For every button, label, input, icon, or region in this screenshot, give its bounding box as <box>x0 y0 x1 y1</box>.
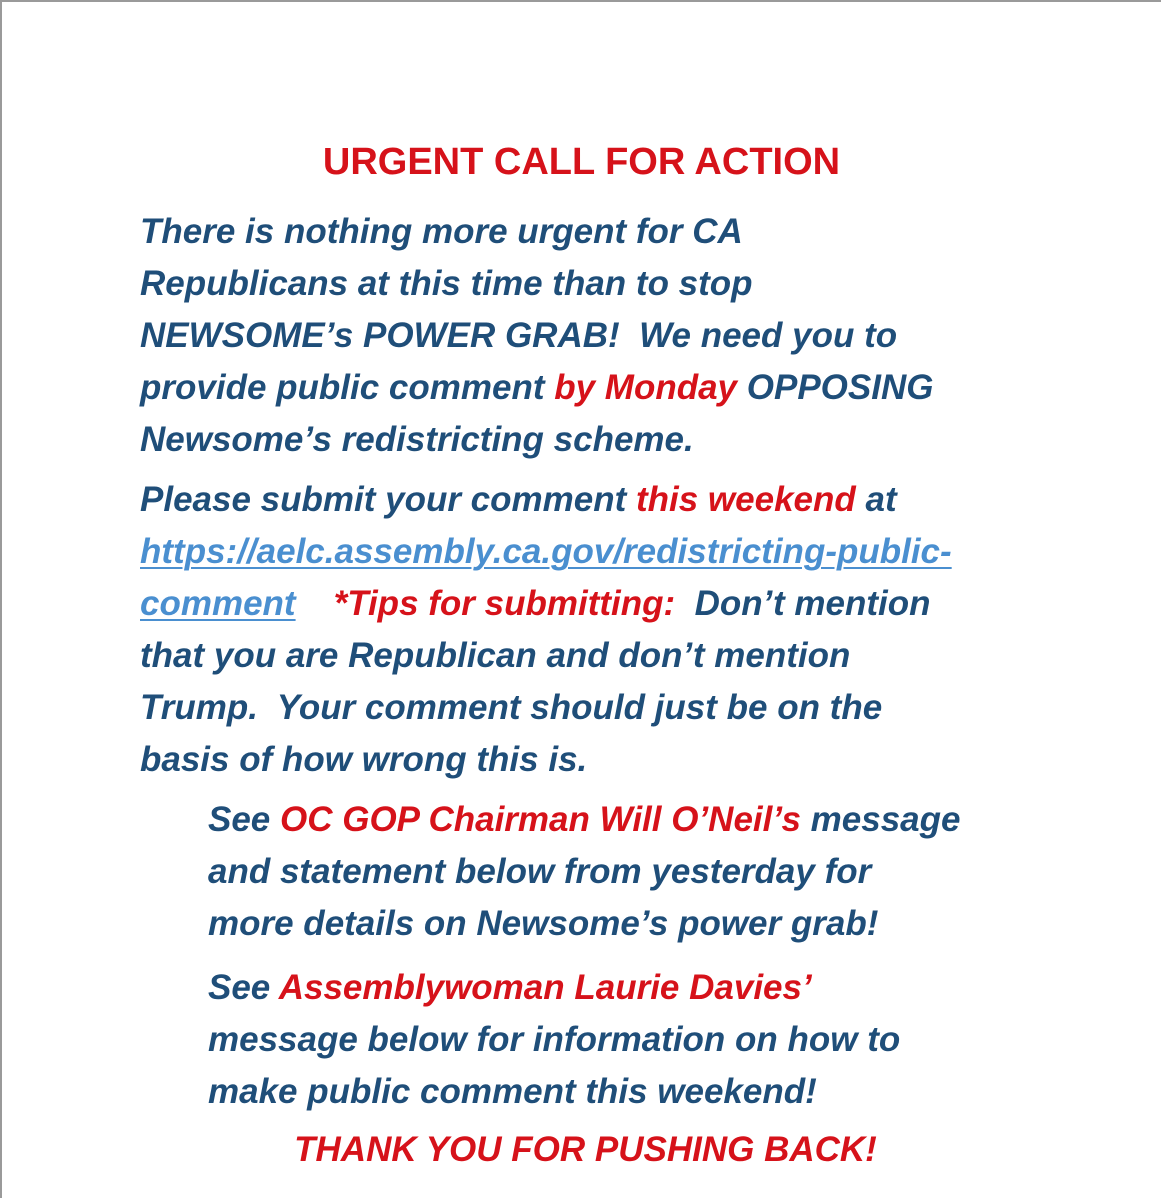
intro-line-4-end: OPPOSING <box>737 368 934 407</box>
weekend-highlight: this weekend <box>635 480 856 519</box>
tips-text-1: Don’t mention <box>675 584 931 623</box>
tips-line-3: Trump. Your comment should just be on the <box>140 688 883 727</box>
page-title: URGENT CALL FOR ACTION <box>322 141 841 183</box>
submit-line-1-end: at <box>855 480 897 519</box>
tips-label: *Tips for submitting: <box>333 584 676 623</box>
deadline-highlight: by Monday <box>554 368 738 407</box>
chairman-name: OC GOP Chairman Will O’Neil’s <box>280 800 801 839</box>
tips-line-2: that you are Republican and don’t mention <box>140 636 851 675</box>
assemblywoman-line-2: message below for information on how to <box>208 1020 901 1059</box>
chairman-see: See <box>208 800 280 839</box>
chairman-line-1-end: message <box>800 800 961 839</box>
intro-line-1: There is nothing more urgent for CA <box>140 212 743 251</box>
intro-paragraph <box>140 206 1040 466</box>
tips-line-4: basis of how wrong this is. <box>140 740 588 779</box>
chairman-line-2: and statement below from yesterday for <box>208 852 872 891</box>
intro-line-2: Republicans at this time than to stop <box>140 264 753 303</box>
intro-line-4-start: provide public comment <box>140 368 555 407</box>
chairman-line-3: more details on Newsome’s power grab! <box>208 904 879 943</box>
closing-message: THANK YOU FOR PUSHING BACK! <box>294 1130 877 1169</box>
submit-line-1-start: Please submit your comment <box>140 480 636 519</box>
assemblywoman-see: See <box>208 968 279 1007</box>
assemblywoman-name: Assemblywoman Laurie Davies’ <box>278 968 812 1007</box>
submit-paragraph <box>140 474 1040 786</box>
public-comment-link-part-1[interactable]: https://aelc.assembly.ca.gov/redistricting-public- <box>140 532 952 571</box>
public-comment-link-part-2[interactable]: comment <box>140 584 296 623</box>
intro-line-3: NEWSOME’s POWER GRAB! We need you to <box>140 316 898 355</box>
assemblywoman-paragraph <box>208 962 1068 1118</box>
assemblywoman-line-3: make public comment this weekend! <box>208 1072 817 1111</box>
intro-line-5: Newsome’s redistricting scheme. <box>140 420 694 459</box>
chairman-paragraph <box>208 794 1068 950</box>
